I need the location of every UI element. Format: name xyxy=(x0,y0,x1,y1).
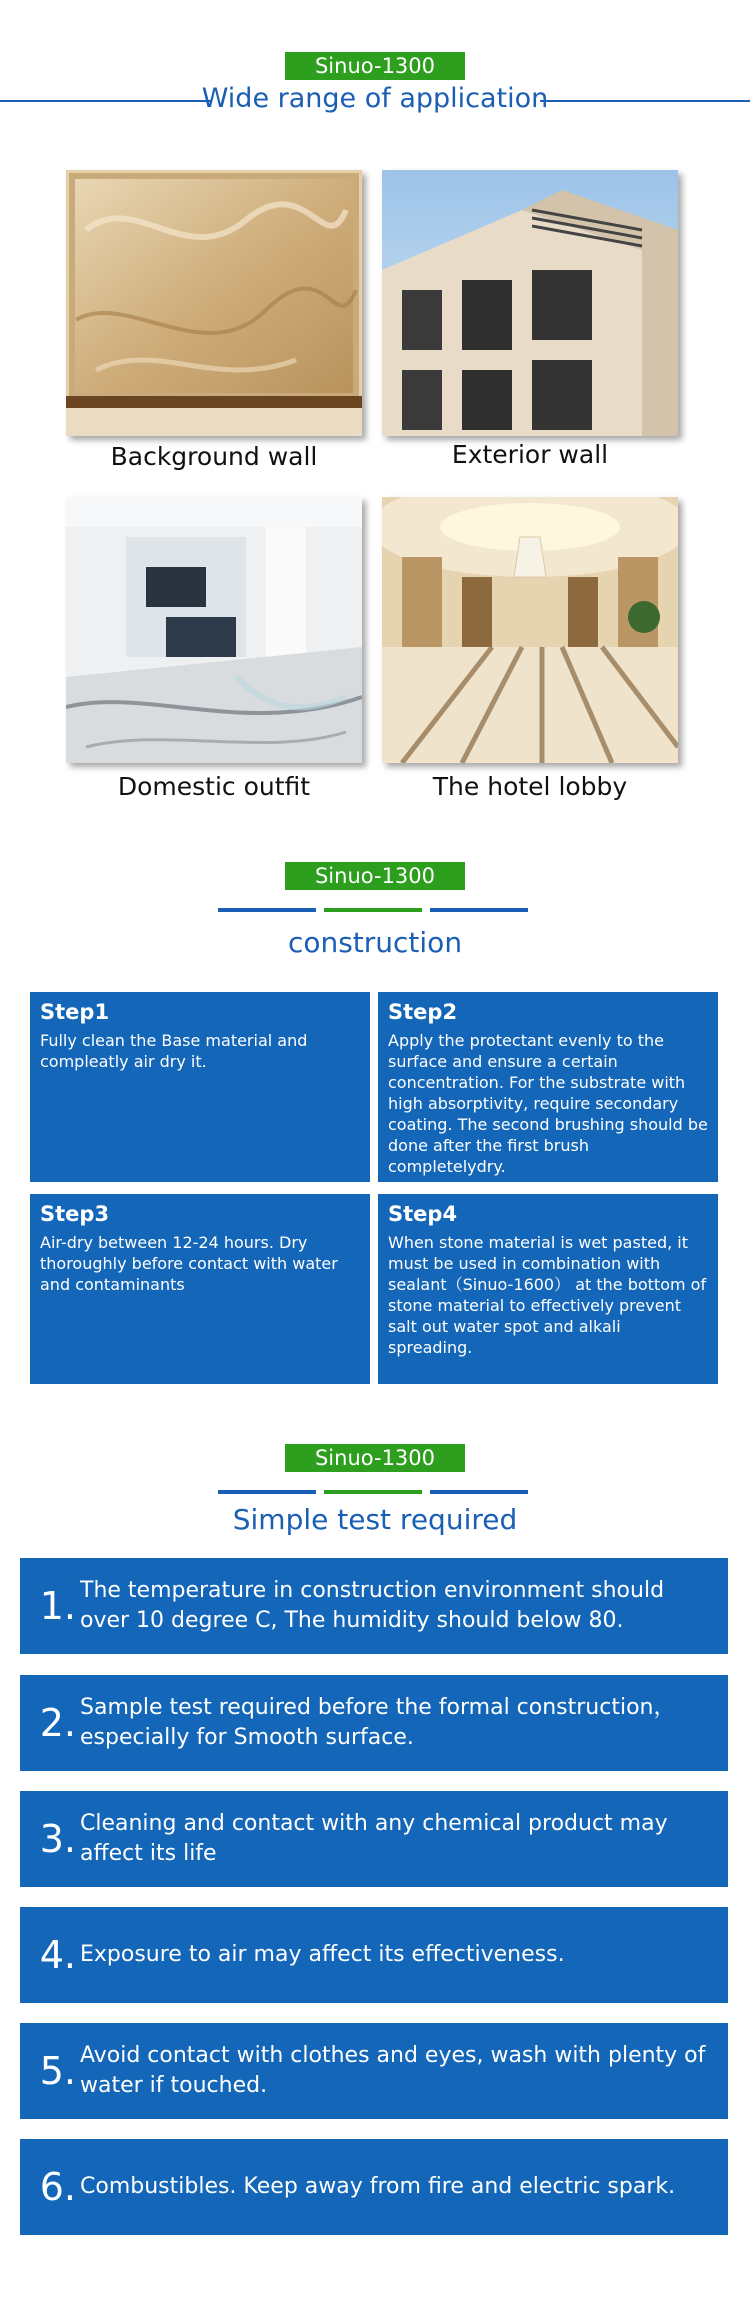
tip-number: 4. xyxy=(39,1933,76,1977)
tip-number: 6. xyxy=(39,2165,76,2209)
tri-bar-left xyxy=(218,908,316,912)
gallery-caption: Domestic outfit xyxy=(117,772,311,801)
product-badge: Sinuo-1300 xyxy=(285,52,465,80)
tip-row xyxy=(20,1791,728,1887)
tip-text: The temperature in construction environment should over 10 degree C, The humidity should below 80. xyxy=(80,1578,665,1633)
step-text: Air-dry between 12-24 hours. Dry thoroughly before contact with water and contaminants xyxy=(40,1233,338,1294)
step-card-2 xyxy=(378,992,718,1182)
step-text: Fully clean the Base material and compleatly air dry it. xyxy=(40,1031,308,1071)
product-badge: Sinuo-1300 xyxy=(285,1444,465,1472)
tip-row xyxy=(20,2139,728,2235)
step-card-1 xyxy=(30,992,370,1182)
step-text: When stone material is wet pasted, it must be used in combination with sealant（Sinuo-1600） at the bottom of stone material to effectively prevent salt out water spot and alkali spreading. xyxy=(388,1233,707,1357)
background-wall-photo xyxy=(66,170,362,436)
step-card-3 xyxy=(30,1194,370,1384)
tri-bar-middle xyxy=(324,908,422,912)
tip-number: 2. xyxy=(39,1701,76,1745)
section-title: Wide range of application xyxy=(201,83,549,114)
tip-text: Sample test required before the formal construction， especially for Smooth surface. xyxy=(80,1695,676,1750)
step-text: Apply the protectant evenly to the surface and ensure a certain concentration. For the substrate with high absorptivity, require secondary coating. The second brushing should be done after the first brush completelydry. xyxy=(388,1031,708,1176)
exterior-wall-photo xyxy=(382,170,678,436)
tip-row xyxy=(20,1558,728,1654)
gallery-caption: The hotel lobby xyxy=(432,772,628,801)
section-title: Simple test required xyxy=(232,1503,518,1536)
domestic-outfit-photo xyxy=(66,497,362,763)
tip-text: Combustibles. Keep away from fire and electric spark. xyxy=(80,2174,676,2199)
tri-bar-right xyxy=(430,1490,528,1494)
tip-number: 5. xyxy=(39,2049,76,2093)
step-title: Step3 xyxy=(40,1202,110,1226)
tip-number: 3. xyxy=(39,1817,76,1861)
step-card-4 xyxy=(378,1194,718,1384)
tri-bar-middle xyxy=(324,1490,422,1494)
tip-row xyxy=(20,2023,728,2119)
tip-row xyxy=(20,1675,728,1771)
tri-bar-right xyxy=(430,908,528,912)
tip-text: Exposure to air may affect its effectiveness. xyxy=(80,1942,565,1967)
hotel-lobby-photo xyxy=(382,497,678,763)
tip-text: Cleaning and contact with any chemical product may affect its life xyxy=(80,1811,668,1866)
step-title: Step1 xyxy=(40,1000,110,1024)
tri-bar-left xyxy=(218,1490,316,1494)
step-title: Step2 xyxy=(388,1000,458,1024)
gallery-caption: Background wall xyxy=(110,442,318,471)
section-title: construction xyxy=(287,926,463,959)
tip-text: Avoid contact with clothes and eyes, wash with plenty of water if touched. xyxy=(80,2043,706,2098)
step-title: Step4 xyxy=(388,1202,458,1226)
tip-number: 1. xyxy=(39,1584,76,1628)
tip-row xyxy=(20,1907,728,2003)
product-badge: Sinuo-1300 xyxy=(285,862,465,890)
gallery-caption: Exterior wall xyxy=(451,440,609,469)
